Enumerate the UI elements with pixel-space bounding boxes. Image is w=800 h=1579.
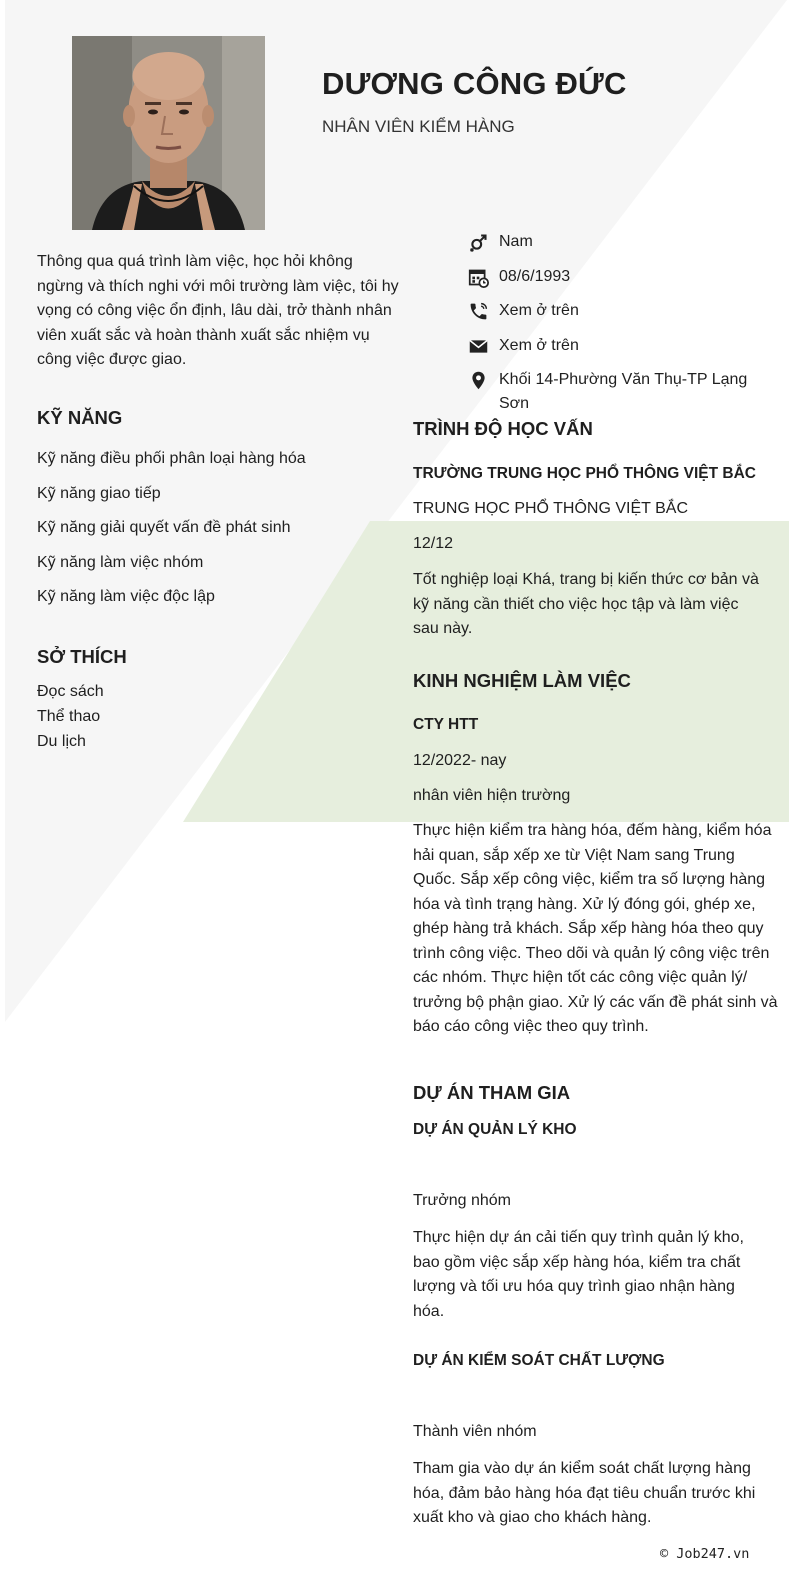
contact-email (468, 334, 768, 369)
envelope-icon (468, 336, 489, 357)
hobby-item: Thể thao (37, 707, 101, 725)
skill-item: Kỹ năng giải quyết vấn đề phát sinh (37, 519, 291, 536)
skill-item: Kỹ năng giao tiếp (37, 484, 161, 502)
education-heading: TRÌNH ĐỘ HỌC VẤN (413, 418, 593, 439)
experience-company: CTY HTT (413, 716, 479, 733)
candidate-name: DƯƠNG CÔNG ĐỨC (322, 66, 627, 101)
education-major: TRUNG HỌC PHỔ THÔNG VIỆT BẮC (413, 500, 688, 517)
skill-item: Kỹ năng điều phối phân loại hàng hóa (37, 450, 306, 467)
skills-list (37, 447, 306, 620)
skills-heading: KỸ NĂNG (37, 407, 123, 428)
project-description: Tham gia vào dự án kiểm soát chất lượng hàng hóa, đảm bảo hàng hóa đạt tiêu chuẩn trước khi xuất kho và giao cho khách hàng. (413, 1460, 756, 1526)
experience-period: 12/2022- nay (413, 752, 507, 769)
education-school: TRƯỜNG TRUNG HỌC PHỔ THÔNG VIỆT BẮC (413, 465, 756, 482)
experience-position: nhân viên hiện trường (413, 787, 571, 804)
skill-item: Kỹ năng làm việc độc lập (37, 588, 215, 605)
education-period: 12/12 (413, 535, 454, 552)
contact-list (468, 230, 768, 416)
project-description: Thực hiện dự án cải tiến quy trình quản lý kho, bao gồm việc sắp xếp hàng hóa, kiểm tra chất lượng và tối ưu hóa quy trình giao nhận hàng hóa. (413, 1229, 744, 1320)
job-title: NHÂN VIÊN KIỂM HÀNG (322, 117, 515, 136)
experience-description: Thực hiện kiểm tra hàng hóa, đếm hàng, kiểm hóa hải quan, sắp xếp xe từ Việt Nam sang Trung Quốc. Sắp xếp công việc, kiểm tra số lượng hàng hóa và tình trạng hàng. Xử lý đóng gói, ghép xe, ghép hàng trả khách. Sắp xếp hàng hóa theo quy trình công việc. Theo dõi và quản lý công việc trên các nhóm. Thực hiện tốt các công việc quản lý/ trưởng bộ phận giao. Xử lý các vấn đề phát sinh và báo cáo công việc theo quy trình. (413, 822, 778, 1035)
contact-gender (468, 230, 768, 265)
profile-photo (72, 36, 265, 230)
project-role: Thành viên nhóm (413, 1423, 537, 1440)
contact-address (468, 368, 768, 416)
footer-watermark: © Job247.vn (660, 1546, 750, 1562)
map-pin-icon (468, 370, 489, 391)
avatar-illustration (72, 36, 265, 230)
hobbies-heading: SỞ THÍCH (37, 646, 127, 667)
hobby-item: Du lịch (37, 732, 86, 750)
contact-birthday (468, 265, 768, 300)
hobby-item: Đọc sách (37, 683, 104, 700)
gender-icon (468, 232, 489, 253)
email-value: Xem ở trên (499, 336, 579, 354)
phone-value: Xem ở trên (499, 302, 579, 319)
career-objective: Thông qua quá trình làm việc, học hỏi không ngừng và thích nghi với môi trường làm việc, tôi hy vọng có công việc ổn định, lâu dài, trở thành nhân viên xuất sắc và hoàn thành xuất sắc nhiệm vụ công việc được giao. (37, 253, 399, 368)
gender-value: Nam (499, 233, 533, 250)
experience-heading: KINH NGHIỆM LÀM VIỆC (413, 670, 631, 691)
phone-icon (468, 301, 489, 322)
project-name: DỰ ÁN QUẢN LÝ KHO (413, 1121, 577, 1138)
skill-item: Kỹ năng làm việc nhóm (37, 553, 204, 571)
hobbies-list (37, 680, 104, 754)
projects-heading: DỰ ÁN THAM GIA (413, 1082, 571, 1103)
project-role: Trưởng nhóm (413, 1192, 511, 1209)
contact-phone (468, 299, 768, 334)
address-value: Khối 14-Phường Văn Thụ-TP Lạng Sơn (499, 371, 748, 412)
project-name: DỰ ÁN KIỂM SOÁT CHẤT LƯỢNG (413, 1352, 665, 1369)
calendar-icon (468, 267, 489, 288)
education-description: Tốt nghiệp loại Khá, trang bị kiến thức cơ bản và kỹ năng cần thiết cho việc học tập và làm việc sau này. (413, 571, 759, 637)
birthday-value: 08/6/1993 (499, 267, 571, 285)
